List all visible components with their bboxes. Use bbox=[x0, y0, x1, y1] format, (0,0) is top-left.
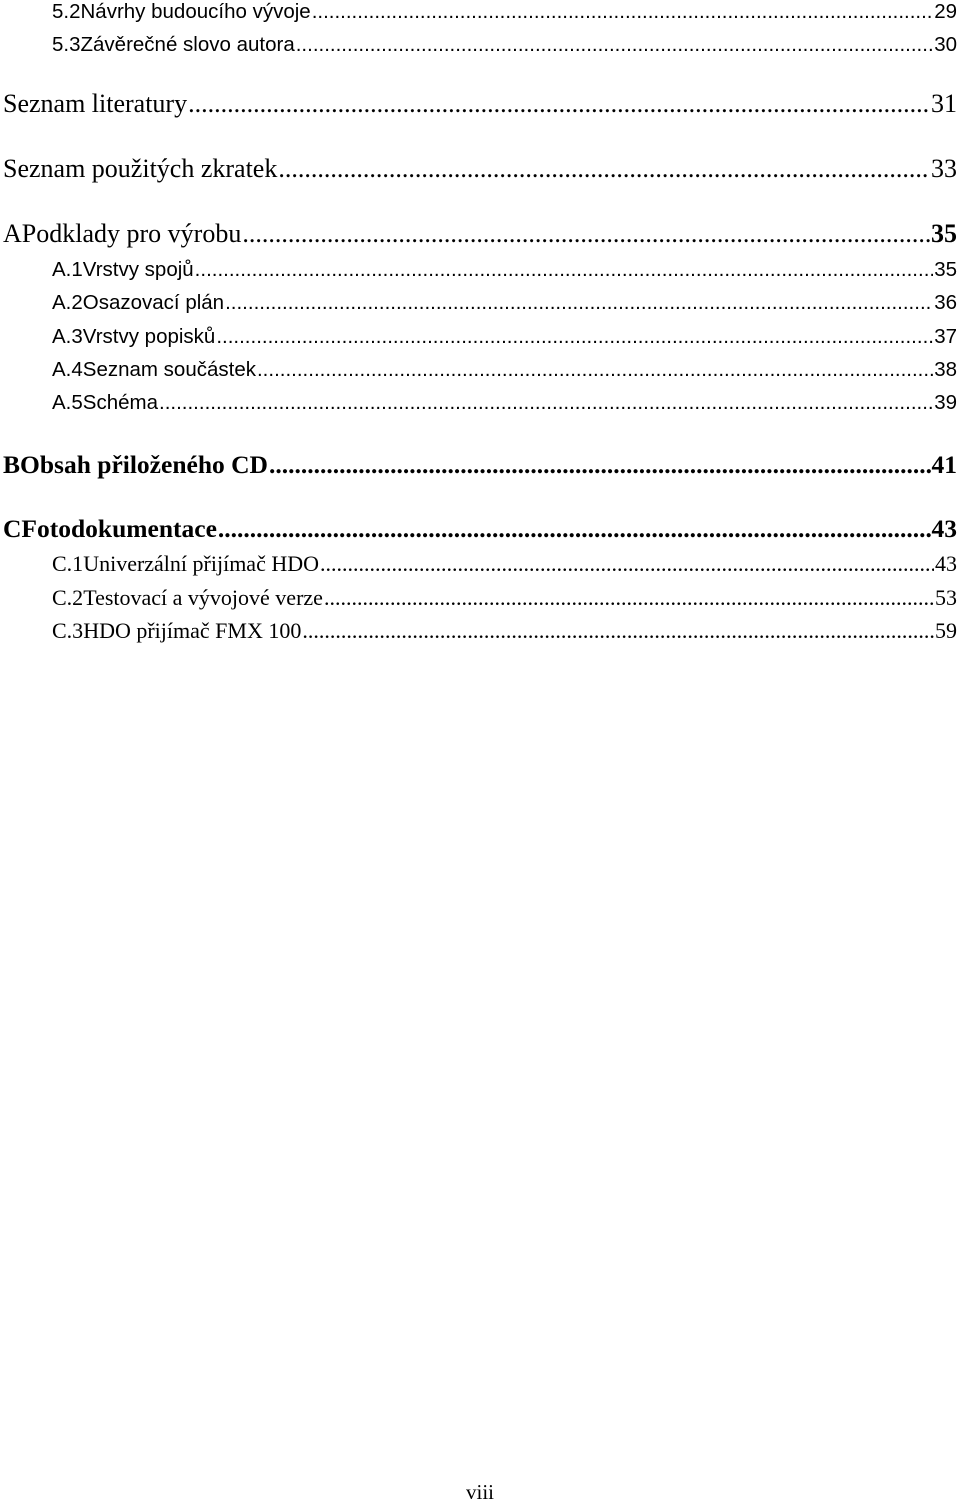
toc-page-number: 31 bbox=[931, 89, 957, 118]
toc-number: C.1 bbox=[52, 551, 84, 576]
toc-title: Testovací a vývojové verze bbox=[83, 585, 323, 610]
toc-number: A.1 bbox=[52, 258, 83, 281]
toc-title: Schéma bbox=[82, 391, 158, 414]
toc-leader-dots bbox=[225, 291, 933, 315]
toc-leader-dots bbox=[278, 154, 930, 184]
toc-title: Obsah přiloženého CD bbox=[20, 450, 268, 479]
toc-title: Závěrečné slovo autora bbox=[80, 33, 295, 56]
toc-page-number: 36 bbox=[934, 291, 957, 314]
toc-number: B bbox=[3, 450, 21, 479]
toc-title: Fotodokumentace bbox=[21, 514, 217, 543]
toc-page-number: 37 bbox=[934, 325, 957, 348]
toc-leader-dots bbox=[216, 325, 933, 349]
toc-leader-dots bbox=[320, 551, 934, 577]
toc-number: A.5 bbox=[52, 391, 83, 414]
toc-title: Seznam literatury bbox=[3, 89, 188, 118]
toc-entry-a-5[interactable] bbox=[0, 391, 960, 415]
toc-title: HDO přijímač FMX 100 bbox=[83, 618, 302, 643]
toc-title: Osazovací plán bbox=[82, 291, 225, 314]
toc-entry-seznam-zkratek[interactable] bbox=[3, 154, 960, 184]
toc-entry-seznam-literatury[interactable] bbox=[3, 89, 960, 119]
toc-entry-c-3[interactable] bbox=[0, 618, 960, 644]
toc-entry-5-3[interactable] bbox=[0, 33, 960, 57]
toc-entry-a[interactable] bbox=[0, 219, 960, 249]
toc-number: 5.2 bbox=[52, 0, 81, 23]
toc-entry-a-2[interactable] bbox=[0, 291, 960, 315]
toc-number: A.4 bbox=[52, 358, 83, 381]
toc-title: Podklady pro výrobu bbox=[21, 219, 242, 248]
toc-leader-dots bbox=[218, 514, 931, 544]
toc-page-number: 59 bbox=[935, 618, 957, 643]
toc-leader-dots bbox=[257, 358, 933, 382]
toc-number: C.2 bbox=[52, 585, 84, 610]
toc-page-number: 53 bbox=[935, 585, 957, 610]
toc-page-number: 33 bbox=[931, 154, 957, 183]
toc-title: Vrstvy popisků bbox=[82, 325, 216, 348]
page-number-footer: viii bbox=[465, 1480, 494, 1504]
toc-title: Univerzální přijímač HDO bbox=[83, 551, 319, 576]
toc-entry-b[interactable] bbox=[0, 450, 960, 480]
toc-number: C.3 bbox=[52, 618, 84, 643]
toc-title: Seznam součástek bbox=[82, 358, 256, 381]
toc-page-number: 29 bbox=[934, 0, 957, 23]
toc-number: 5.3 bbox=[52, 33, 81, 56]
toc-leader-dots bbox=[242, 219, 930, 249]
toc-entry-c-1[interactable] bbox=[0, 551, 960, 577]
toc-page-number: 35 bbox=[934, 258, 957, 281]
toc-leader-dots bbox=[296, 33, 933, 57]
toc-page-number: 43 bbox=[931, 514, 957, 543]
toc-leader-dots bbox=[324, 585, 934, 611]
toc-number: A.2 bbox=[52, 291, 83, 314]
toc-leader-dots bbox=[312, 0, 934, 24]
toc-title: Návrhy budoucího vývoje bbox=[80, 0, 311, 23]
toc-page-number: 38 bbox=[934, 358, 957, 381]
toc-page-number: 30 bbox=[934, 33, 957, 56]
toc-entry-c[interactable] bbox=[0, 514, 960, 544]
toc-leader-dots bbox=[302, 618, 934, 644]
toc-page-number: 43 bbox=[935, 551, 957, 576]
toc-number: C bbox=[3, 514, 22, 543]
toc-entry-a-1[interactable] bbox=[0, 258, 960, 282]
toc-entry-a-3[interactable] bbox=[0, 325, 960, 349]
toc-leader-dots bbox=[188, 89, 930, 119]
toc-page-number: 39 bbox=[934, 391, 957, 414]
toc-leader-dots bbox=[269, 450, 931, 480]
toc-entry-c-2[interactable] bbox=[0, 585, 960, 611]
toc-entry-a-4[interactable] bbox=[0, 358, 960, 382]
toc-title: Seznam použitých zkratek bbox=[3, 154, 278, 183]
toc-page-number: 41 bbox=[931, 450, 957, 479]
toc-number: A.3 bbox=[52, 325, 83, 348]
toc-leader-dots bbox=[195, 258, 934, 282]
toc-number: A bbox=[3, 219, 22, 248]
toc-leader-dots bbox=[159, 391, 933, 415]
toc-title: Vrstvy spojů bbox=[82, 258, 194, 281]
toc-page-number: 35 bbox=[931, 219, 957, 248]
toc-entry-5-2[interactable] bbox=[0, 0, 960, 24]
